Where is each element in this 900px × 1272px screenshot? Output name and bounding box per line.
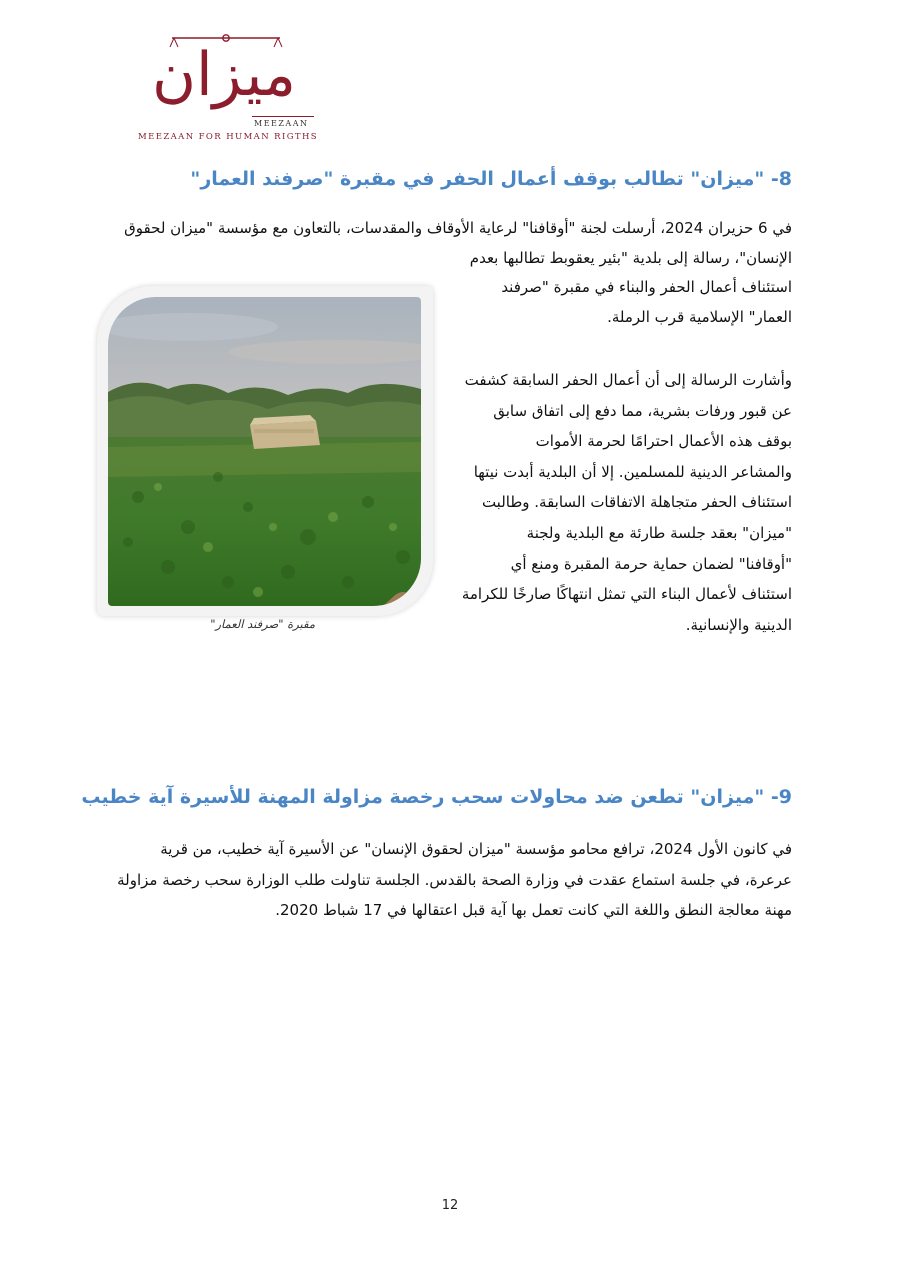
photo-frame	[97, 286, 433, 616]
logo-english-wordmark: MEEZAAN	[254, 119, 309, 128]
text-line: والمشاعر الدينية للمسلمين. إلا أن البلدية أبدت نيتها	[473, 462, 792, 481]
section-8-heading: 8- "ميزان" تطالب بوقف أعمال الحفر في مقبرة "صرفند العمار"	[190, 168, 792, 190]
text-line: "ميزان" بعقد جلسة طارئة مع البلدية ولجنة	[526, 523, 792, 542]
text-line: الإنسان"، رسالة إلى بلدية "بئير يعقوبط تطالبها بعدم	[469, 248, 792, 267]
section-8-paragraph	[102, 214, 792, 273]
text-line: مهنة معالجة النطق واللغة التي كانت تعمل بها آية قبل اعتقالها في 17 شباط 2020.	[275, 901, 792, 919]
text-line: بوقف هذه الأعمال احترامًا لحرمة الأموات	[535, 432, 792, 451]
meezaan-logo	[138, 34, 318, 149]
page-number: 12	[441, 1198, 459, 1213]
logo-tagline: MEEZAAN FOR HUMAN RIGTHS	[138, 132, 319, 142]
text-line: العمار" الإسلامية قرب الرملة.	[607, 307, 792, 326]
cemetery-photo-illustration	[108, 297, 421, 606]
text-line: وأشارت الرسالة إلى أن أعمال الحفر السابقة كشفت	[464, 371, 792, 389]
text-line: في كانون الأول 2024، ترافع محامو مؤسسة "ميزان لحقوق الإنسان" عن الأسيرة آية خطيب، من قرية	[160, 840, 792, 858]
section-8-wrapped-paragraph	[452, 273, 792, 332]
section-8-second-paragraph	[452, 365, 792, 640]
text-line: استئناف لأعمال البناء التي تمثل انتهاكًا صارخًا للكرامة	[461, 585, 792, 604]
text-line: الدينية والإنسانية.	[685, 615, 792, 634]
text-line: استئناف أعمال الحفر والبناء في مقبرة "صرفند	[501, 278, 792, 296]
photo-caption: مقبرة "صرفند العمار"	[210, 617, 315, 631]
section-9-paragraph	[102, 834, 792, 926]
text-line: في 6 حزيران 2024، أرسلت لجنة "أوقافنا" لرعاية الأوقاف والمقدسات، بالتعاون مع مؤسسة "ميزان لحقوق	[124, 219, 792, 237]
logo-divider	[252, 116, 314, 117]
text-line: استئناف الحفر متجاهلة الاتفاقات السابقة. وطالبت	[481, 493, 792, 512]
text-line: عرعرة، في جلسة استماع عقدت في وزارة الصحة بالقدس. الجلسة تناولت طلب الوزارة سحب رخصة مزاولة	[117, 870, 792, 889]
logo-arabic-wordmark: ميزان	[151, 40, 297, 110]
text-line: "أوقافنا" لضمان حماية حرمة المقبرة ومنع أي	[510, 554, 792, 573]
section-9-heading: 9- "ميزان" تطعن ضد محاولات سحب رخصة مزاولة المهنة للأسيرة آية خطيب	[81, 786, 792, 808]
cemetery-photo	[108, 297, 421, 606]
text-line: عن قبور ورفات بشرية، مما دفع إلى اتفاق سابق	[493, 401, 792, 420]
